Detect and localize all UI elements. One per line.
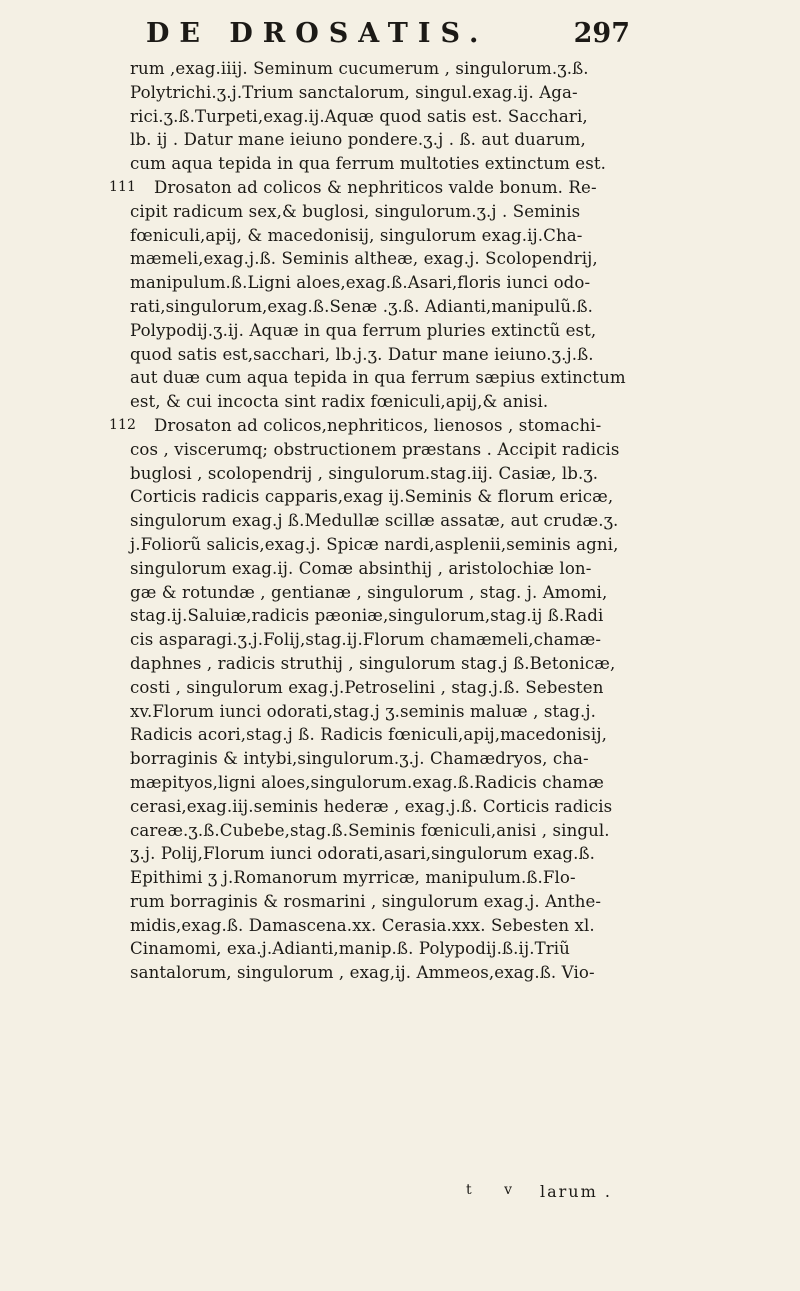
line-text: cum aqua tepida in qua ferrum multoties extinctum est.: [130, 154, 606, 174]
body-text: [109, 57, 626, 985]
text-line: [130, 319, 620, 343]
line-text: aut duæ cum aqua tepida in qua ferrum sæpius extinctum: [130, 368, 626, 388]
line-text: borraginis & intybi,singulorum.ʒ.j. Chamædryos, cha-: [130, 749, 589, 769]
line-text: rici.ʒ.ß.Turpeti,exag.ij.Aquæ quod satis est. Sacchari,: [130, 106, 588, 126]
text-line: [130, 937, 620, 961]
text-line: [130, 652, 620, 676]
line-text: j.Foliorũ salicis,exag.j. Spicæ nardi,asplenii,seminis agni,: [130, 534, 619, 554]
text-line: [130, 628, 620, 652]
running-title: DE DROSATIS.: [146, 18, 489, 49]
line-text: singulorum exag.ij. Comæ absinthij , aristolochiæ lon-: [130, 558, 592, 578]
line-text: careæ.ʒ.ß.Cubebe,stag.ß.Seminis fœniculi,anisi , singul.: [130, 820, 610, 840]
line-text: Radicis acori,stag.j ß. Radicis fœniculi,apij,macedonisij,: [130, 725, 607, 745]
text-line: [130, 890, 620, 914]
text-line: [130, 390, 620, 414]
text-line: [130, 224, 620, 248]
text-line: [130, 771, 620, 795]
page-number: 297: [573, 18, 630, 49]
line-text: est, & cui incocta sint radix fœniculi,apij,& anisi.: [130, 392, 549, 412]
line-text: costi , singulorum exag.j.Petroselini , stag.j.ß. Sebesten: [130, 677, 604, 697]
line-text: cis asparagi.ʒ.j.Folij,stag.ij.Florum chamæmeli,chamæ-: [130, 630, 602, 650]
text-line: [130, 866, 620, 890]
text-line: [130, 200, 620, 224]
paragraph-number: 112: [109, 416, 137, 433]
text-line: [130, 747, 620, 771]
line-text: cipit radicum sex,& buglosi, singulorum.ʒ.j . Seminis: [130, 201, 581, 221]
text-line: [130, 81, 620, 105]
line-text: rum ,exag.iiij. Seminum cucumerum , singulorum.ʒ.ß.: [130, 59, 589, 78]
text-line: [130, 247, 620, 271]
text-line: [130, 343, 620, 367]
text-line: [130, 581, 620, 605]
text-line: [130, 509, 620, 533]
line-text: manipulum.ß.Ligni aloes,exag.ß.Asari,floris iunci odo-: [130, 273, 591, 293]
text-line: [130, 700, 620, 724]
text-line: [130, 57, 620, 81]
signature-mark: t v: [466, 1182, 526, 1198]
text-line: [130, 152, 620, 176]
line-text: Polytrichi.ʒ.j.Trium sanctalorum, singul.exag.ij. Aga-: [130, 82, 578, 102]
line-text: buglosi , scolopendrij , singulorum.stag.iij. Casiæ, lb.ʒ.: [130, 463, 599, 483]
text-line: [130, 819, 620, 843]
line-text: Cinamomi, exa.j.Adianti,manip.ß. Polypodij.ß.ij.Triũ: [130, 939, 570, 959]
paragraph-number: 111: [109, 178, 137, 195]
text-line: [130, 295, 620, 319]
line-text: stag.ij.Saluiæ,radicis pæoniæ,singulorum,stag.ij ß.Radi: [130, 606, 604, 626]
text-line: [130, 438, 620, 462]
text-line: [130, 366, 626, 390]
text-line: [130, 271, 620, 295]
line-text: midis,exag.ß. Damascena.xx. Cerasia.xxx. Sebesten xl.: [130, 915, 595, 935]
text-line: [130, 485, 620, 509]
text-line: [109, 176, 620, 200]
text-line: [130, 462, 620, 486]
text-line: [130, 914, 620, 938]
catchword: larum .: [540, 1182, 612, 1201]
line-text: singulorum exag.j ß.Medullæ scillæ assatæ, aut crudæ.ʒ.: [130, 511, 619, 531]
line-text: xv.Florum iunci odorati,stag.j ʒ.seminis maluæ , stag.j.: [130, 701, 596, 721]
line-text: cerasi,exag.iij.seminis hederæ , exag.j.ß. Corticis radicis: [130, 796, 613, 816]
line-text: Corticis radicis capparis,exag ij.Seminis & florum ericæ,: [130, 487, 614, 507]
text-line: [130, 604, 620, 628]
text-line: [109, 414, 620, 438]
line-text: cos , viscerumq; obstructionem præstans . Accipit radicis: [130, 439, 620, 459]
line-text: daphnes , radicis struthij , singulorum stag.j ß.Betonicæ,: [130, 653, 616, 673]
text-line: [130, 842, 620, 866]
line-text: ʒ.j. Polij,Florum iunci odorati,asari,singulorum exag.ß.: [130, 844, 596, 864]
line-text: Epithimi ʒ j.Romanorum myrricæ, manipulum.ß.Flo-: [130, 868, 576, 888]
text-line: [130, 795, 620, 819]
text-line: [130, 533, 620, 557]
text-line: [130, 961, 620, 985]
line-text: santalorum, singulorum , exag,ij. Ammeos,exag.ß. Vio-: [130, 963, 595, 983]
line-text: Drosaton ad colicos,nephriticos, lienosos , stomachi-: [154, 415, 602, 435]
text-line: [130, 105, 620, 129]
footer: [130, 1182, 620, 1206]
text-line: [130, 557, 620, 581]
line-text: mæmeli,exag.j.ß. Seminis altheæ, exag.j. Scolopendrij,: [130, 249, 598, 269]
text-line: [130, 676, 620, 700]
line-text: gæ & rotundæ , gentianæ , singulorum , stag. j. Amomi,: [130, 582, 608, 602]
line-text: lb. ij . Datur mane ieiuno pondere.ʒ.j . ß. aut duarum,: [130, 130, 586, 150]
line-text: Polypodij.ʒ.ij. Aquæ in qua ferrum pluries extinctũ est,: [130, 320, 597, 340]
text-line: [130, 723, 620, 747]
page-header: [110, 18, 630, 54]
line-text: mæpityos,ligni aloes,singulorum.exag.ß.Radicis chamæ: [130, 772, 604, 792]
line-text: rum borraginis & rosmarini , singulorum exag.j. Anthe-: [130, 891, 602, 911]
text-line: [130, 128, 620, 152]
line-text: quod satis est,sacchari, lb.j.ʒ. Datur mane ieiuno.ʒ.j.ß.: [130, 344, 594, 364]
line-text: rati,singulorum,exag.ß.Senæ .ʒ.ß. Adianti,manipulũ.ß.: [130, 296, 594, 316]
line-text: Drosaton ad colicos & nephriticos valde bonum. Re-: [154, 177, 597, 197]
line-text: fœniculi,apij, & macedonisij, singulorum exag.ij.Cha-: [130, 225, 583, 245]
